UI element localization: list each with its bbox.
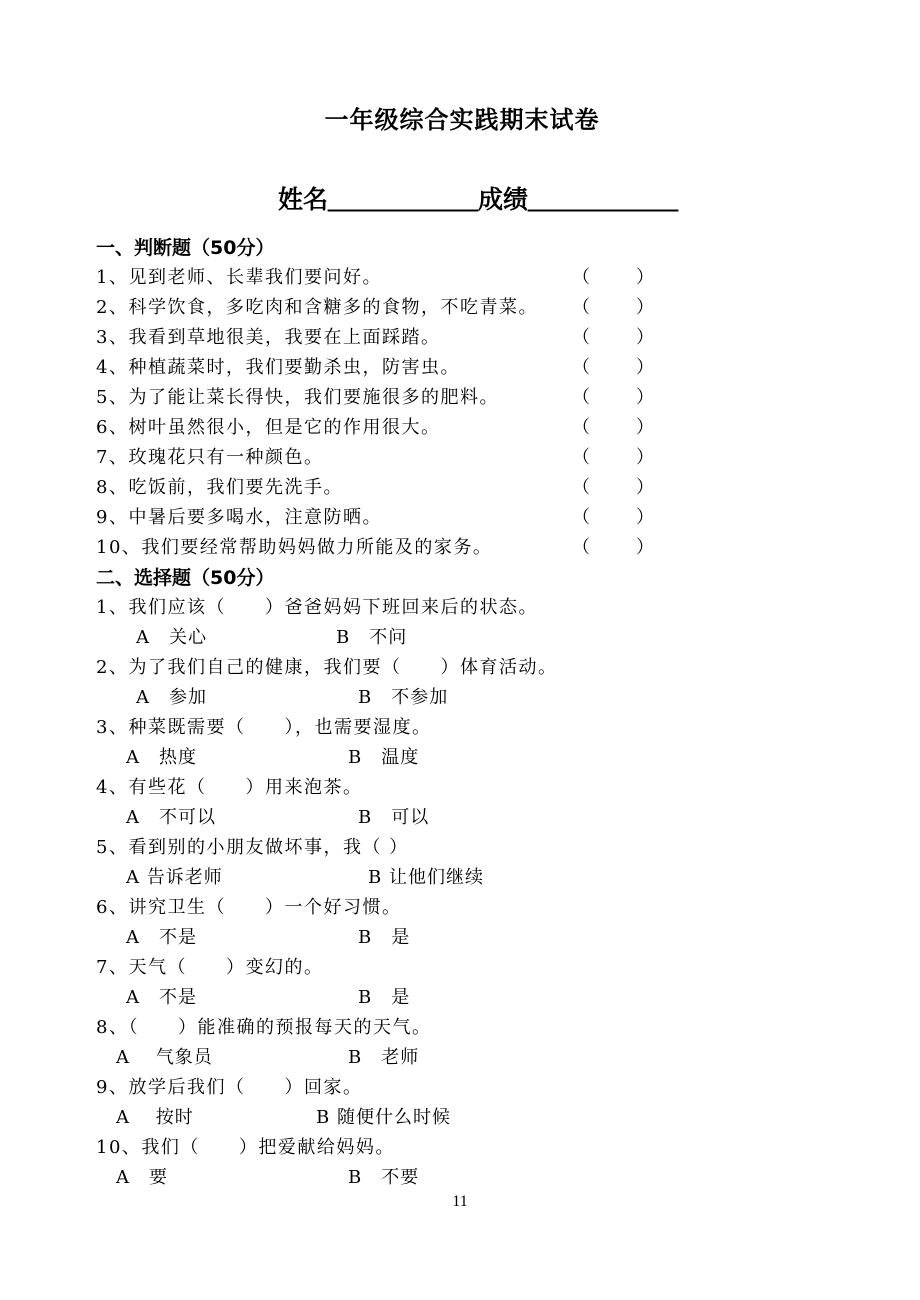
option-a[interactable]: A 告诉老师 xyxy=(126,867,223,888)
option-a[interactable]: A 气象员 xyxy=(116,1047,213,1068)
option-b[interactable]: B 是 xyxy=(358,927,411,948)
open-paren: （ xyxy=(572,477,590,498)
choice-question: 6、讲究卫生（ ）一个好习惯。 xyxy=(96,897,402,918)
option-a[interactable]: A 参加 xyxy=(136,687,207,708)
option-a[interactable]: A 关心 xyxy=(136,627,207,648)
option-a[interactable]: A 热度 xyxy=(126,747,197,768)
close-paren: ） xyxy=(636,267,654,288)
open-paren: （ xyxy=(572,327,590,348)
open-paren: （ xyxy=(572,447,590,468)
choice-question: 8、（ ）能准确的预报每天的天气。 xyxy=(96,1017,432,1038)
option-a[interactable]: A 按时 xyxy=(116,1107,194,1128)
true-false-item: 4、种植蔬菜时，我们要勤杀虫，防害虫。 xyxy=(96,357,460,378)
answer-blank[interactable] xyxy=(572,263,654,289)
true-false-item: 1、见到老师、长辈我们要问好。 xyxy=(96,267,382,288)
option-b[interactable]: B 温度 xyxy=(348,747,420,768)
page-number: 11 xyxy=(452,1193,468,1210)
true-false-item: 7、玫瑰花只有一种颜色。 xyxy=(96,447,324,468)
true-false-item: 2、科学饮食，多吃肉和含糖多的食物，不吃青菜。 xyxy=(96,297,538,318)
close-paren: ） xyxy=(636,327,654,348)
choice-question: 1、我们应该（ ）爸爸妈妈下班回来后的状态。 xyxy=(96,597,538,618)
option-a[interactable]: A 不可以 xyxy=(126,807,216,828)
option-b[interactable]: B 老师 xyxy=(348,1047,420,1068)
option-b[interactable]: B 是 xyxy=(358,987,411,1008)
option-a[interactable]: A 不是 xyxy=(126,987,197,1008)
option-b[interactable]: B 不问 xyxy=(336,627,408,648)
answer-blank[interactable] xyxy=(572,533,654,559)
choice-question: 3、种菜既需要（ ），也需要湿度。 xyxy=(96,717,432,738)
page-title: 一年级综合实践期末试卷 xyxy=(324,106,600,134)
close-paren: ） xyxy=(636,387,654,408)
answer-blank[interactable] xyxy=(572,413,654,439)
option-a[interactable]: A 要 xyxy=(116,1167,168,1188)
close-paren: ） xyxy=(636,297,654,318)
section-heading-multiple-choice: 二、选择题（50分） xyxy=(96,567,275,589)
open-paren: （ xyxy=(572,267,590,288)
close-paren: ） xyxy=(636,537,654,558)
answer-blank[interactable] xyxy=(572,473,654,499)
close-paren: ） xyxy=(636,357,654,378)
choice-question: 2、为了我们自己的健康，我们要（ ）体育活动。 xyxy=(96,657,558,678)
open-paren: （ xyxy=(572,387,590,408)
choice-question: 9、放学后我们（ ）回家。 xyxy=(96,1077,363,1098)
answer-blank[interactable] xyxy=(572,443,654,469)
answer-blank[interactable] xyxy=(572,503,654,529)
option-b[interactable]: B 不要 xyxy=(348,1167,420,1188)
option-b[interactable]: B 让他们继续 xyxy=(368,867,484,888)
open-paren: （ xyxy=(572,537,590,558)
true-false-item: 6、树叶虽然很小，但是它的作用很大。 xyxy=(96,417,441,438)
choice-question: 4、有些花（ ）用来泡茶。 xyxy=(96,777,363,798)
option-b[interactable]: B 不参加 xyxy=(358,687,449,708)
true-false-item: 5、为了能让菜长得快，我们要施很多的肥料。 xyxy=(96,387,499,408)
true-false-item: 8、吃饭前，我们要先洗手。 xyxy=(96,477,343,498)
answer-blank[interactable] xyxy=(572,353,654,379)
open-paren: （ xyxy=(572,417,590,438)
answer-blank[interactable] xyxy=(572,293,654,319)
answer-blank[interactable] xyxy=(572,383,654,409)
close-paren: ） xyxy=(636,447,654,468)
option-b[interactable]: B 随便什么时候 xyxy=(316,1107,451,1128)
open-paren: （ xyxy=(572,357,590,378)
close-paren: ） xyxy=(636,477,654,498)
option-a[interactable]: A 不是 xyxy=(126,927,197,948)
choice-question: 10、我们（ ）把爱献给妈妈。 xyxy=(96,1137,395,1158)
option-b[interactable]: B 可以 xyxy=(358,807,430,828)
answer-blank[interactable] xyxy=(572,323,654,349)
true-false-item: 3、我看到草地很美，我要在上面踩踏。 xyxy=(96,327,441,348)
section-heading-true-false: 一、判断题（50分） xyxy=(96,237,275,259)
choice-question: 7、天气（ ）变幻的。 xyxy=(96,957,324,978)
open-paren: （ xyxy=(572,507,590,528)
true-false-item: 10、我们要经常帮助妈妈做力所能及的家务。 xyxy=(96,537,493,558)
open-paren: （ xyxy=(572,297,590,318)
true-false-item: 9、中暑后要多喝水，注意防晒。 xyxy=(96,507,382,528)
name-score-line: 姓名＿＿＿＿＿＿成绩＿＿＿＿＿＿ xyxy=(278,185,679,214)
choice-question: 5、看到别的小朋友做坏事，我（ ） xyxy=(96,837,409,858)
close-paren: ） xyxy=(636,507,654,528)
close-paren: ） xyxy=(636,417,654,438)
